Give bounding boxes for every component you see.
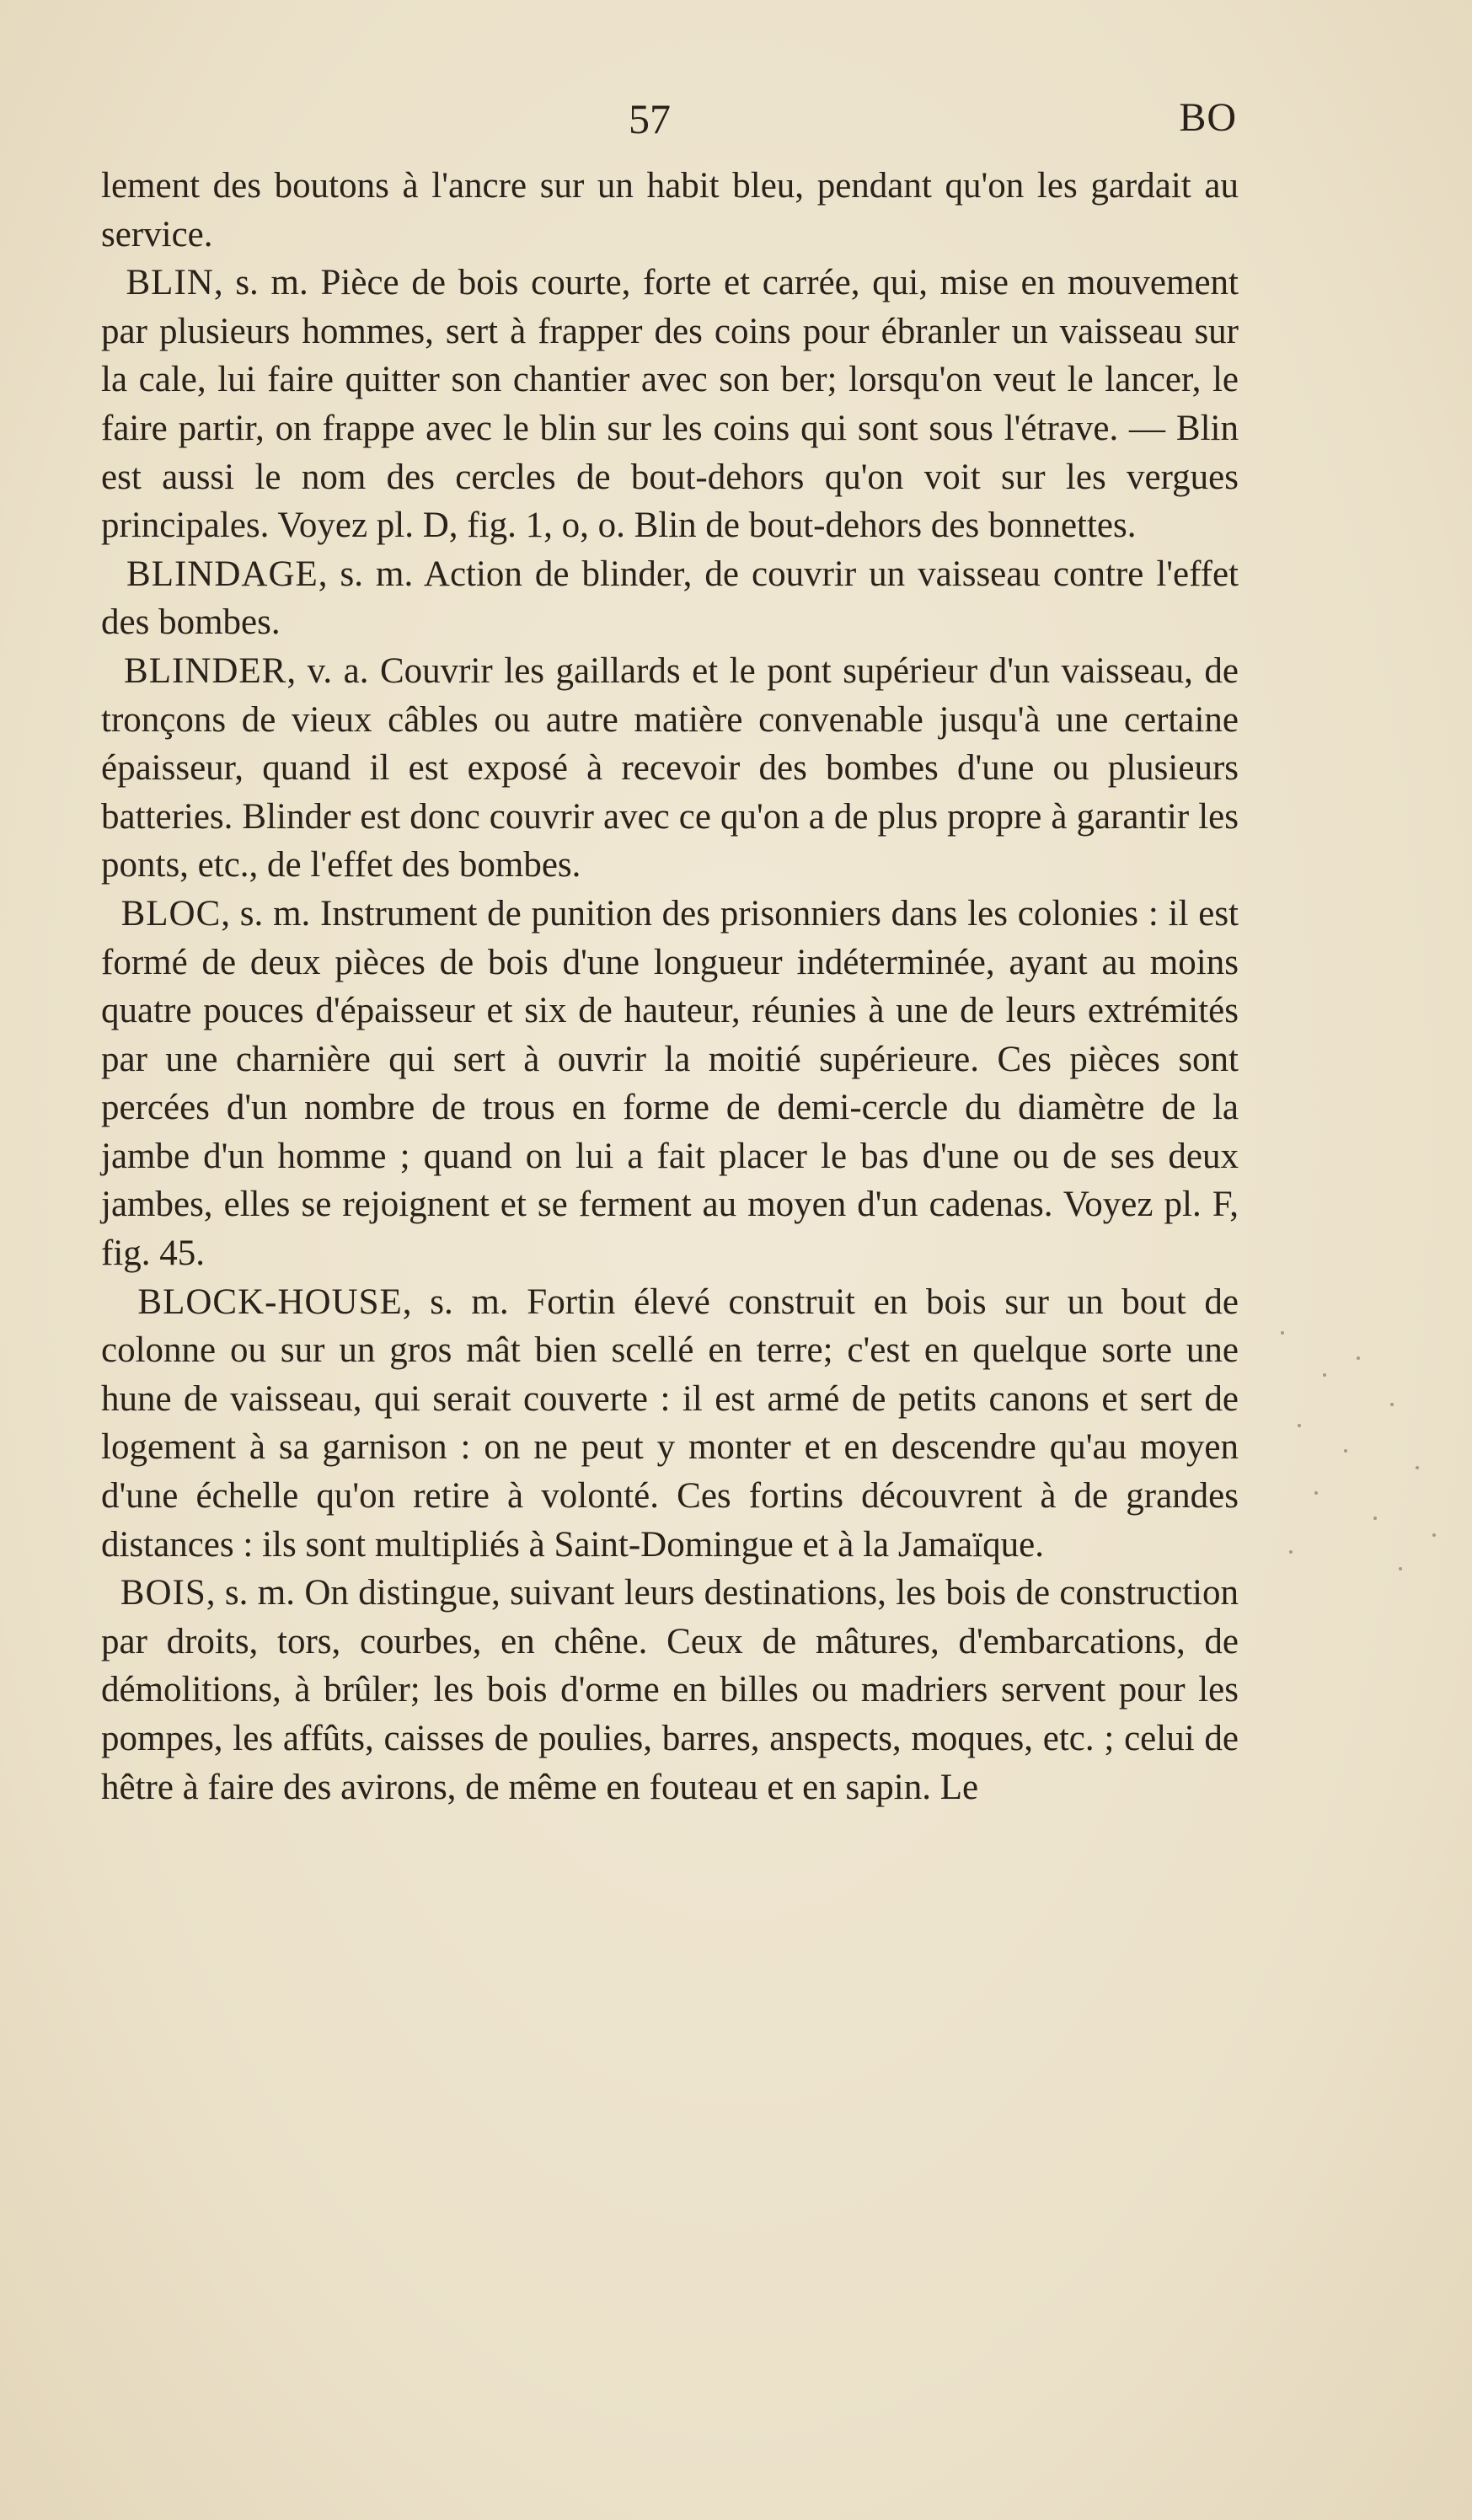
entry-text: , s. m. Action de blinder, de couvrir un vaisseau contre l'effet des bombes. bbox=[101, 554, 1239, 643]
entry-blinder bbox=[101, 647, 1239, 890]
entry-term: BLINDER bbox=[124, 650, 287, 691]
entry-term: BOIS bbox=[120, 1573, 206, 1613]
entry-term: BLOC bbox=[120, 893, 222, 934]
entry-term: BLOCK-HOUSE bbox=[137, 1281, 403, 1322]
page-number: 57 bbox=[629, 95, 671, 142]
page-header bbox=[0, 94, 1472, 153]
running-head: BO bbox=[1179, 95, 1237, 140]
entry-term: BLINDAGE bbox=[126, 554, 318, 594]
entry-blin bbox=[101, 259, 1239, 550]
paragraph-text: lement des boutons à l'ancre sur un habit bleu, pendant qu'on les gardait au service. bbox=[101, 166, 1239, 254]
body-text bbox=[101, 162, 1239, 1811]
entry-term: BLIN bbox=[126, 263, 214, 303]
entry-bloc bbox=[101, 890, 1239, 1278]
entry-blindage bbox=[101, 550, 1239, 647]
entry-text: , s. m. Fortin élevé construit en bois sur un bout de colonne ou sur un gros mât bien scellé en terre; c'est en quelque sorte une hune de vaisseau, qui serait couverte : il est armé de petits canons et sert de logement à sa garnison : on ne peut y monter et en descendre qu'au moyen d'une échelle qu'on retire à volonté. Ces fortins découvrent à de grandes distances : ils sont multipliés à Saint-Domingue et à la Jamaïque. bbox=[101, 1281, 1239, 1565]
entry-bois bbox=[101, 1569, 1239, 1811]
entry-text: , s. m. Instrument de punition des prisonniers dans les colonies : il est formé de deux pièces de bois d'une longueur indéterminée, ayant au moins quatre pouces d'épaisseur et six de hauteur, réunies à une de leurs extrémités par une charnière qui sert à ouvrir la moitié supérieure. Ces pièces sont percées d'un nombre de trous en forme de demi-cercle du diamètre de la jambe d'un homme ; quand on lui a fait placer le bas d'une ou de ses deux jambes, elles se rejoignent et se ferment au moyen d'un cadenas. Voyez pl. F, fig. 45. bbox=[101, 893, 1239, 1274]
entry-block-house bbox=[101, 1278, 1239, 1570]
entry-text: , s. m. Pièce de bois courte, forte et carrée, qui, mise en mouvement par plusieurs hommes, sert à frapper des coins pour ébranler un vaisseau sur la cale, lui faire quitter son chantier avec son ber; lorsqu'on veut le lancer, le faire partir, on frappe avec le blin sur les coins qui sont sous l'étrave. — Blin est aussi le nom des cercles de bout-dehors qu'on voit sur les vergues principales. Voyez pl. D, fig. 1, o, o. Blin de bout-dehors des bonnettes. bbox=[101, 263, 1239, 546]
entry-text: , v. a. Couvrir les gaillards et le pont supérieur d'un vaisseau, de tronçons de vieux câbles ou autre matière convenable jusqu'à une certaine épaisseur, quand il est exposé à recevoir des bombes d'une ou plusieurs batteries. Blinder est donc couvrir avec ce qu'on a de plus propre à garantir les ponts, etc., de l'effet des bombes. bbox=[101, 650, 1239, 885]
paper-speckles bbox=[1264, 1323, 1466, 1592]
paragraph-continuation bbox=[101, 162, 1239, 259]
entry-text: , s. m. On distingue, suivant leurs destinations, les bois de construction par droits, tors, courbes, en chêne. Ceux de mâtures, d'embarcations, de démolitions, à brûler; les bois d'orme en billes ou madriers servent pour les pompes, les affûts, caisses de poulies, barres, anspects, moques, etc. ; celui de hêtre à faire des avirons, de même en fouteau et en sapin. Le bbox=[101, 1573, 1239, 1807]
